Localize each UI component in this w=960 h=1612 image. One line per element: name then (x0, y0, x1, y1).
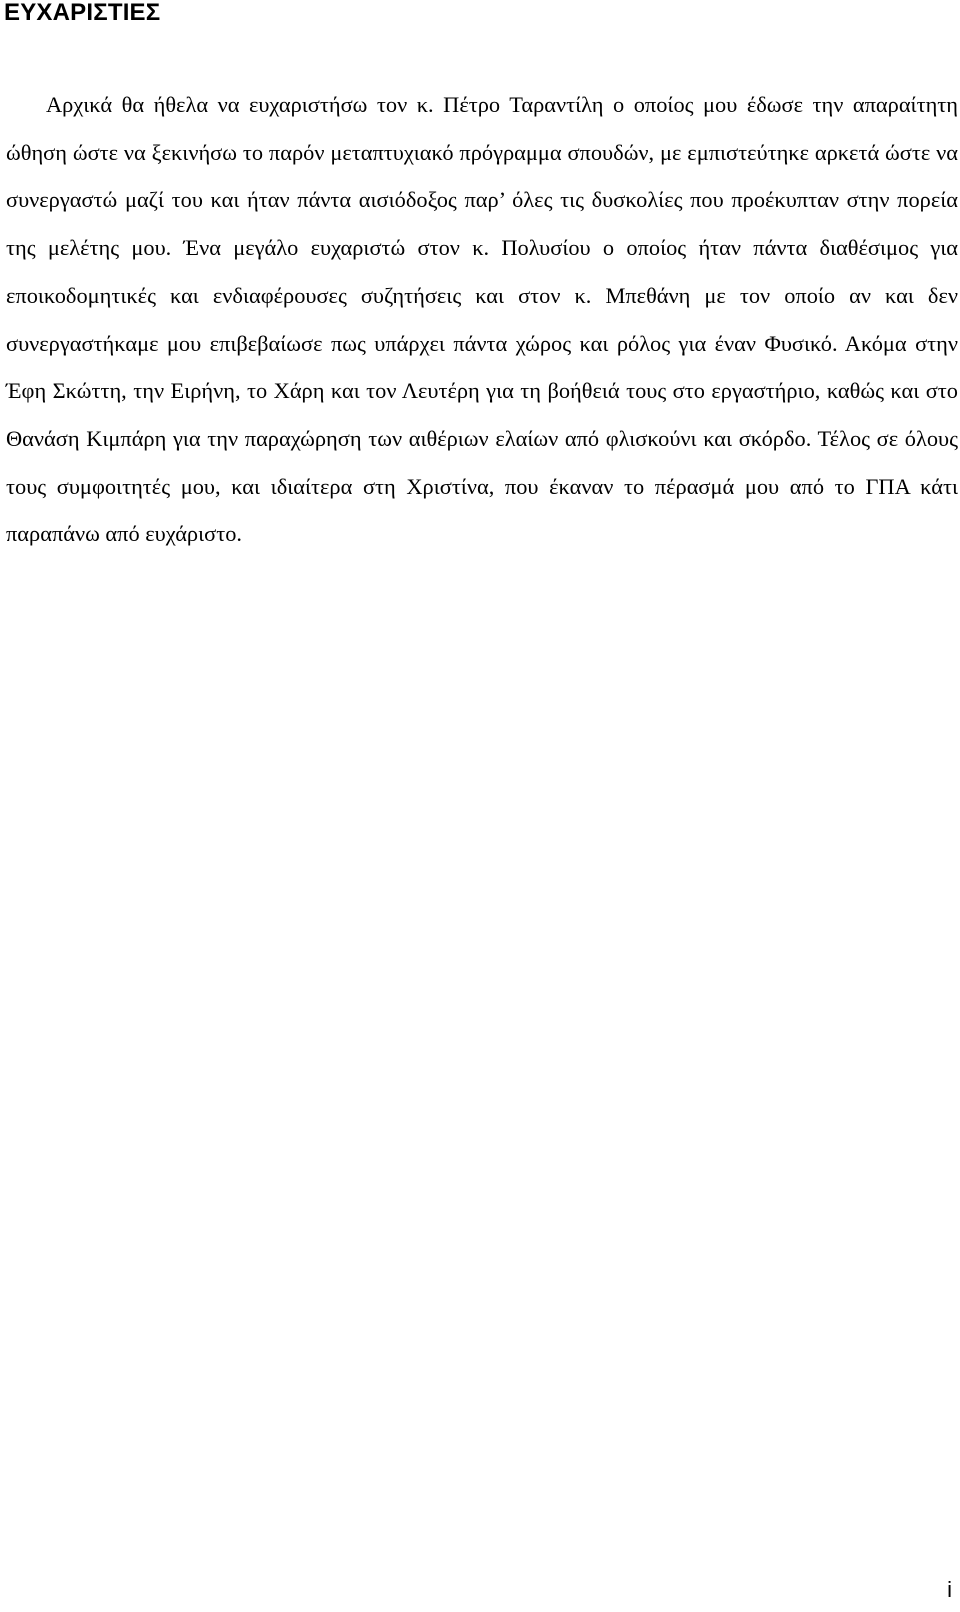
acknowledgements-paragraph: Αρχικά θα ήθελα να ευχαριστήσω τον κ. Πέτρο Ταραντίλη ο οποίος μου έδωσε την απαραίτητη ώθηση ώστε να ξεκινήσω το παρόν μεταπτυχιακό πρόγραμμα σπουδών, με εμπιστεύτηκε αρκετά ώστε να συνεργαστώ μαζί του και ήταν πάντα αισιόδοξος παρ’ όλες τις δυσκολίες που προέκυπταν στην πορεία της μελέτης μου. Ένα μεγάλο ευχαριστώ στον κ. Πολυσίου ο οποίος ήταν πάντα διαθέσιμος για εποικοδομητικές και ενδιαφέρουσες συζητήσεις και στον κ. Μπεθάνη με τον οποίο αν και δεν συνεργαστήκαμε μου επιβεβαίωσε πως υπάρχει πάντα χώρος και ρόλος για έναν Φυσικό. Ακόμα στην Έφη Σκώττη, την Ειρήνη, το Χάρη και τον Λευτέρη για τη βοήθειά τους στο εργαστήριο, καθώς και στο Θανάση Κιμπάρη για την παραχώρηση των αιθέριων ελαίων από φλισκούνι και σκόρδο. Τέλος σε όλους τους συμφοιτητές μου, και ιδιαίτερα στη Χριστίνα, που έκαναν το πέρασμά μου από το ΓΠΑ κάτι παραπάνω από ευχάριστο. (6, 92, 958, 547)
page-title: ΕΥΧΑΡΙΣΤΙΕΣ (4, 0, 161, 26)
page-number: i (947, 1577, 952, 1602)
